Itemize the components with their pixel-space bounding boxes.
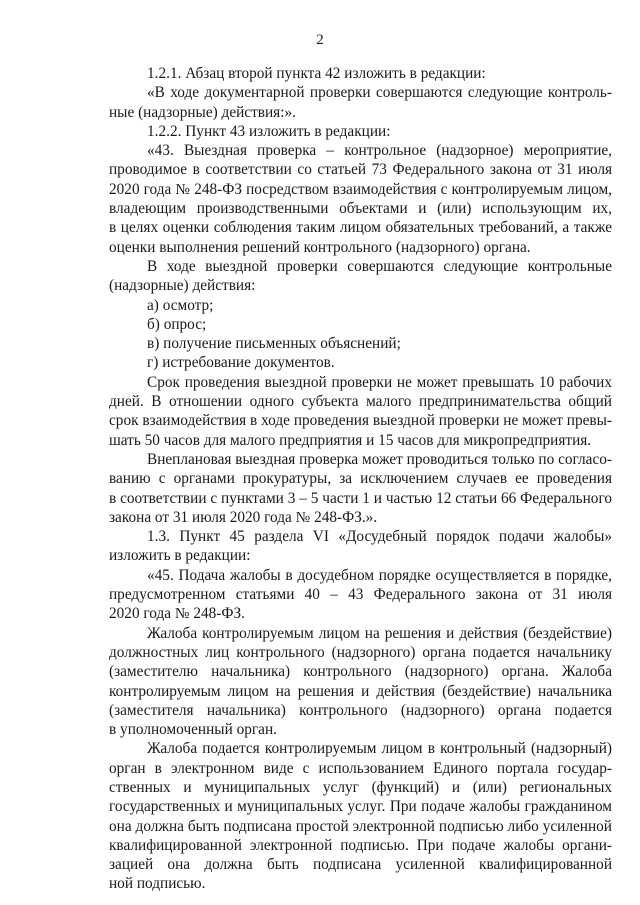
text-line: 2020 года № 248-ФЗ. — [109, 605, 245, 623]
text-line: контролируемым лицом на решения и действия (бездействие) начальника — [109, 682, 612, 700]
text-line: дней. В отношении одного субъекта малого предпринимательства общий — [109, 393, 612, 411]
text-line: она должна быть подписана простой электронной подписью либо усиленной — [109, 817, 612, 835]
text-line: (надзорные) действия: — [109, 277, 256, 295]
text-line: закона от 31 июля 2020 года № 248-ФЗ.». — [109, 508, 378, 526]
text-line: В ходе выездной проверки совершаются следующие контрольные — [147, 257, 612, 275]
text-line: ной подписью. — [109, 875, 206, 893]
text-line: ные (надзорные) действия:». — [109, 103, 296, 121]
text-line: оценки выполнения решений контрольного (надзорного) органа. — [109, 238, 531, 256]
text-line: в) получение письменных объяснений; — [147, 335, 401, 353]
text-line: ственных и муниципальных услуг (функций) и (или) региональных — [109, 778, 612, 796]
text-line: 2020 года № 248-ФЗ посредством взаимодействия с контролируемым лицом, — [109, 180, 612, 198]
text-line: зацией она должна быть подписана усиленной квалифицированной — [109, 856, 612, 874]
document-body — [109, 64, 612, 894]
text-line: ванию с органами прокуратуры, за исключением случаев ее проведения — [109, 470, 612, 488]
text-line: «43. Выездная проверка – контрольное (надзорное) мероприятие, — [147, 142, 612, 160]
text-line: б) опрос; — [147, 315, 207, 333]
text-line: орган в электронном виде с использованием Единого портала государ- — [109, 759, 612, 777]
text-line: срок взаимодействия в ходе проведения выездной проверки не может превы- — [109, 412, 612, 430]
text-line: (заместителю начальника) контрольного (надзорного) органа. Жалоба — [109, 663, 612, 681]
text-line: владеющим производственными объектами и (или) использующим их, — [109, 200, 612, 218]
text-line: в целях оценки соблюдения таким лицом обязательных требований, а также — [109, 219, 612, 237]
text-line: Срок проведения выездной проверки не может превышать 10 рабочих — [147, 373, 612, 391]
text-line: предусмотренном статьями 40 – 43 Федерального закона от 31 июля — [109, 586, 612, 604]
text-line: а) осмотр; — [147, 296, 214, 314]
page-number: 2 — [316, 32, 324, 48]
text-line: Внеплановая выездная проверка может проводиться только по согласо- — [147, 450, 612, 468]
text-line: 1.3. Пункт 45 раздела VI «Досудебный порядок подачи жалобы» — [147, 528, 612, 546]
text-line: «45. Подача жалобы в досудебном порядке осуществляется в порядке, — [147, 566, 612, 584]
text-line: 1.2.1. Абзац второй пункта 42 изложить в редакции: — [147, 65, 486, 82]
text-line: изложить в редакции: — [109, 547, 251, 565]
text-line: проводимое в соответствии со статьей 73 Федерального закона от 31 июля — [109, 161, 612, 179]
text-line: в уполномоченный орган. — [109, 721, 277, 739]
text-line: Жалоба подается контролируемым лицом в контрольный (надзорный) — [147, 740, 612, 758]
text-line: «В ходе документарной проверки совершаются следующие контроль- — [147, 84, 612, 102]
text-line: в соответствии с пунктами 3 – 5 части 1 и частью 12 статьи 66 Федерального — [109, 489, 612, 507]
text-line: должностных лиц контрольного (надзорного) органа подается начальнику — [109, 643, 612, 661]
text-line: шать 50 часов для малого предприятия и 15 часов для микропредприятия. — [109, 431, 592, 449]
text-line: квалифицированной электронной подписью. При подаче жалобы органи- — [109, 836, 612, 854]
text-line: г) истребование документов. — [147, 354, 335, 372]
text-line: 1.2.2. Пункт 43 изложить в редакции: — [147, 122, 391, 140]
text-line: государственных и муниципальных услуг. При подаче жалобы гражданином — [109, 798, 612, 816]
text-line: (заместителя начальника) контрольного (надзорного) органа подается — [109, 701, 612, 719]
text-line: Жалоба контролируемым лицом на решения и действия (бездействие) — [147, 624, 612, 642]
